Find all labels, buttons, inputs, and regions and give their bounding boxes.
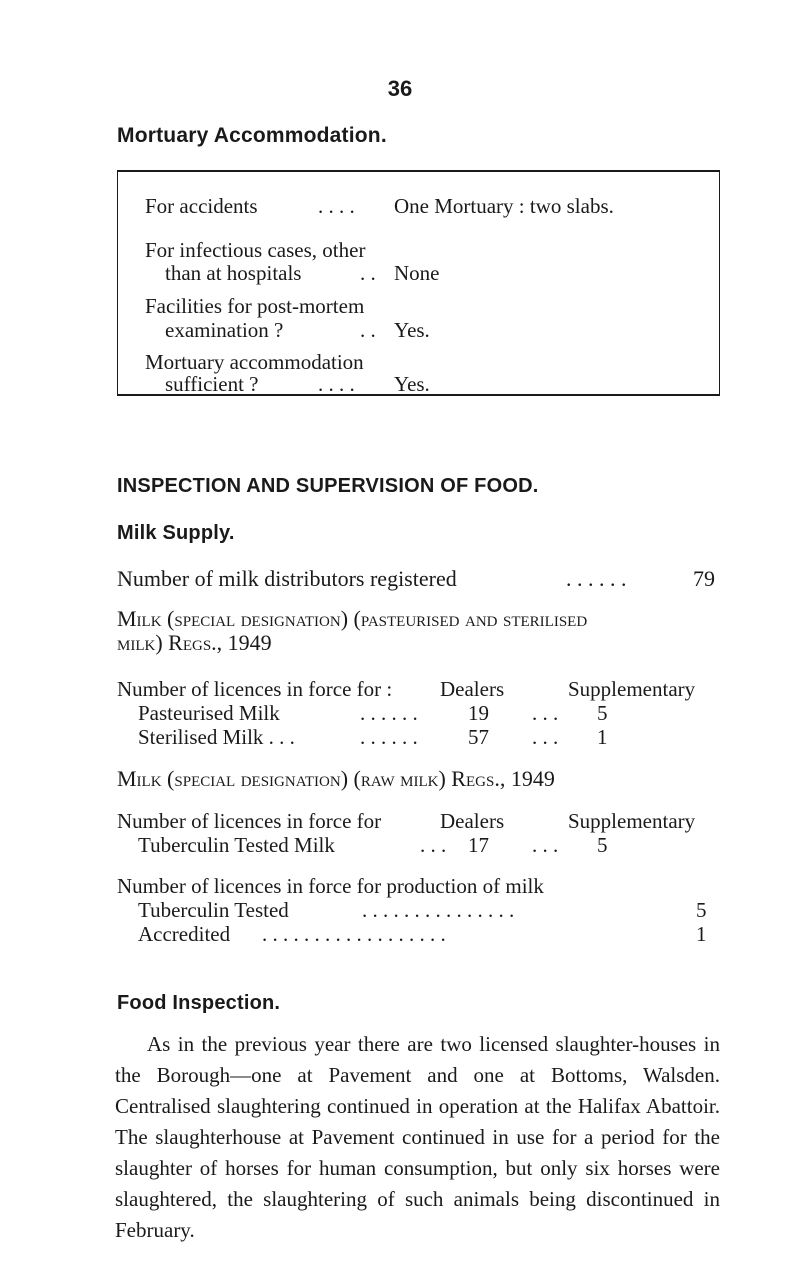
mortuary-row-4-value: Yes.	[394, 372, 430, 396]
pasteurised-sep: . . .	[532, 701, 559, 725]
production-accredited-dots: . . . . . . . . . . . . . . . . . .	[262, 922, 446, 946]
pasteurised-label: Pasteurised Milk	[138, 701, 280, 725]
food-section-heading: INSPECTION AND SUPERVISION OF FOOD.	[117, 475, 539, 497]
mortuary-row-3-value: Yes.	[394, 318, 430, 342]
col-dealers-header: Dealers	[440, 677, 505, 701]
mortuary-row-1-value: One Mortuary : two slabs.	[394, 194, 614, 218]
production-tuberculin-label: Tuberculin Tested	[138, 898, 289, 922]
page-number: 36	[387, 76, 413, 101]
mortuary-heading: Mortuary Accommodation.	[117, 124, 387, 147]
regs2-col-supplementary: Supplementary	[568, 809, 696, 833]
mortuary-row-2-value: None	[394, 261, 440, 285]
milk-supply-heading: Milk Supply.	[117, 522, 235, 544]
tuberculin-milk-dots: . . .	[420, 833, 447, 857]
col-supplementary-header: Supplementary	[568, 677, 696, 701]
mortuary-row-4-label-line-2: sufficient ?	[165, 372, 259, 396]
regs1-title-line-1: Milk (special designation) (pasteurised and sterilised	[117, 606, 588, 631]
distributors-dots: . . . . . .	[566, 566, 627, 591]
mortuary-row-3-leader: . .	[360, 318, 376, 342]
mortuary-row-2-leader: . .	[360, 261, 376, 285]
sterilised-dots: . . . . . .	[360, 725, 418, 749]
mortuary-row-4-label-line-1: Mortuary accommodation	[145, 350, 364, 374]
pasteurised-supplementary: 5	[597, 701, 608, 725]
sterilised-label: Sterilised Milk . . .	[138, 725, 295, 749]
pasteurised-dealers: 19	[468, 701, 489, 725]
production-accredited-value: 1	[696, 922, 707, 946]
food-inspection-heading: Food Inspection.	[117, 992, 281, 1014]
mortuary-row-1-label: For accidents	[145, 194, 258, 218]
distributors-value: 79	[693, 566, 715, 591]
mortuary-row-3-label-line-1: Facilities for post-mortem	[145, 294, 365, 318]
tuberculin-milk-sep: . . .	[532, 833, 559, 857]
mortuary-row-2-label-line-1: For infectious cases, other	[145, 238, 366, 262]
distributors-label: Number of milk distributors registered	[117, 566, 457, 591]
regs2-licences-label: Number of licences in force for	[117, 809, 382, 833]
pasteurised-dots: . . . . . .	[360, 701, 418, 725]
licences-label: Number of licences in force for :	[117, 677, 393, 701]
production-tuberculin-dots: . . . . . . . . . . . . . . .	[362, 898, 515, 922]
tuberculin-milk-dealers: 17	[468, 833, 489, 857]
food-inspection-paragraph	[115, 1029, 720, 1246]
production-accredited-label: Accredited	[138, 922, 231, 946]
tuberculin-milk-label: Tuberculin Tested Milk	[138, 833, 335, 857]
tuberculin-milk-supplementary: 5	[597, 833, 608, 857]
mortuary-row-4-leader: . . . .	[318, 372, 355, 396]
mortuary-row-3-label-line-2: examination ?	[165, 318, 284, 342]
sterilised-supplementary: 1	[597, 725, 608, 749]
mortuary-row-2-label-line-2: than at hospitals	[165, 261, 302, 285]
regs2-title: Milk (special designation) (raw milk) Regs., 1949	[117, 766, 555, 791]
food-inspection-text: As in the previous year there are two licensed slaughter-houses in the Borough—one at Pavement and one at Bottoms, Walsden. Centralised slaughtering continued in operation at the Halifax Abattoir. The slaughterhouse at Pavement continued in use for a period for the slaughter of horses for human consumption, but only six horses were slaughtered, the slaughtering of such animals being discontinued in February.	[115, 1032, 720, 1242]
production-tuberculin-value: 5	[696, 898, 707, 922]
production-label: Number of licences in force for production of milk	[117, 874, 544, 898]
mortuary-row-1-leader: . . . .	[318, 194, 355, 218]
sterilised-dealers: 57	[468, 725, 489, 749]
sterilised-sep: . . .	[532, 725, 559, 749]
regs2-col-dealers: Dealers	[440, 809, 505, 833]
regs1-title-line-2: milk) Regs., 1949	[117, 630, 272, 655]
